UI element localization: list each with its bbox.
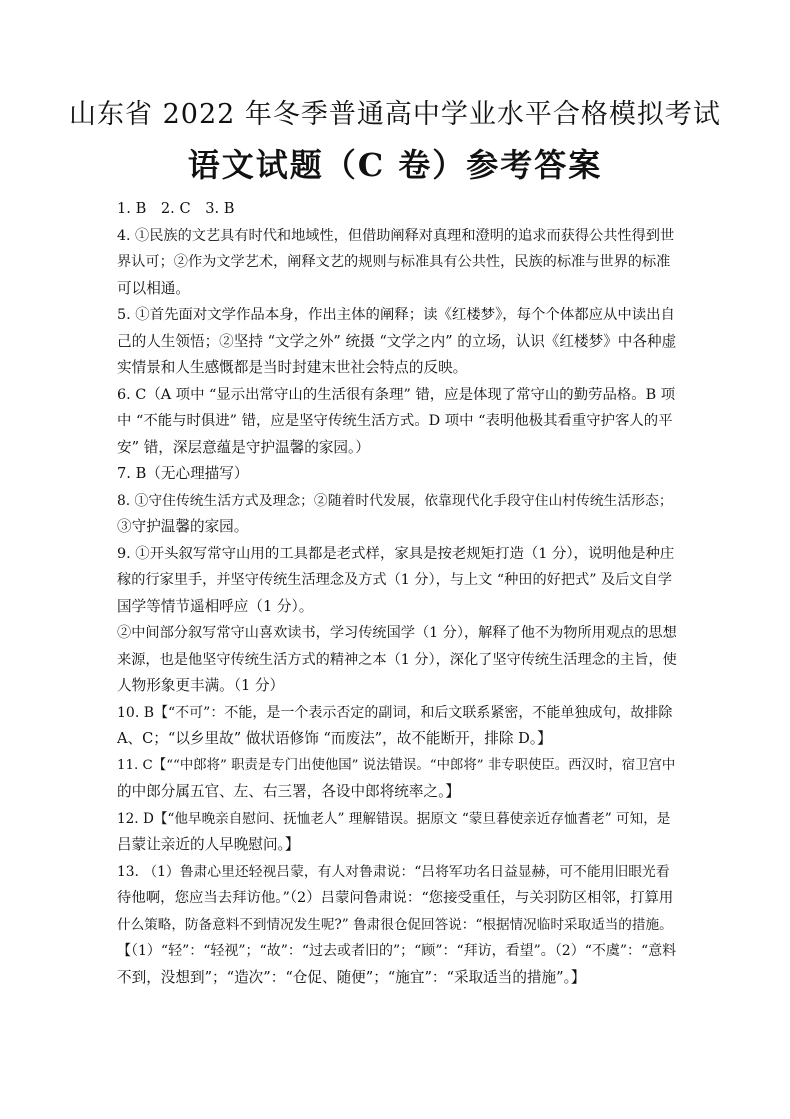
answer-line: A、C；“以乡里故” 做状语修饰 “而废法”，故不能断开，排除 D。】 [117, 730, 552, 747]
answer-line: 6. C（A 项中 “显示出常守山的生活很有条理” 错，应是体现了常守山的勤劳品格。B 项 [117, 386, 676, 403]
answer-line: 的中郎分属五官、左、右三署，各设中郎将统率之。】 [117, 783, 460, 800]
answer-line: 稼的行家里手，并坚守传统生活理念及方式（1 分），与上文 “种田的好把式” 及后文自学 [117, 572, 672, 588]
answer-line: 待他啊，您应当去拜访他。”（2）吕蒙问鲁肃说：“您接受重任，与关羽防区相邻，打算用 [117, 890, 674, 906]
answer-line: 4. ①民族的文艺具有时代和地域性，但借助阐释对真理和澄明的追求而获得公共性得到世 [117, 227, 675, 244]
answer-line: 7. B（无心理描写） [117, 465, 249, 482]
answer-line: 不到，没想到”；“造次”：“仓促、随便”；“施宜”：“采取适当的措施”。】 [117, 968, 586, 986]
answer-line: 来源，也是他坚守传统生活方式的精神之本（1 分），深化了坚守传统生活理念的主旨，使 [117, 651, 677, 668]
exam-title: 山东省 2022 年冬季普通高中学业水平合格模拟考试 [69, 99, 721, 130]
answer-line: 5. ①首先面对文学作品本身，作出主体的阐释；读《红楼梦》，每个个体都应从中读出自 [117, 307, 675, 323]
answer-line: 1. B 2. C 3. B [117, 200, 235, 217]
answer-line: 8. ①守住传统生活方式及理念；②随着时代发展，依靠现代化手段守住山村传统生活形态； [117, 492, 673, 509]
answer-line: 实情景和人生感慨都是当时封建末世社会特点的反映。 [117, 359, 468, 376]
answer-line: 9. ①开头叙写常守山用的工具都是老式样，家具是按老规矩打造（1 分），说明他是种庄 [117, 545, 675, 562]
answer-line: 国学等情节遥相呼应（1 分）。 [117, 597, 314, 615]
answer-body [117, 196, 677, 991]
answer-line: 界认可；②作为文学艺术，阐释文艺的规则与标准具有公共性，民族的标准与世界的标准 [117, 254, 671, 270]
answer-line: 11. C【““中郎将” 职责是专门出使他国” 说法错误。“中郎将” 非专职使臣。西汉时，宿卫宫中 [117, 757, 676, 773]
answer-line: 什么策略，防备意料不到情况发生呢?” 鲁肃很仓促回答说：“根据情况临时采取适当的措施。 [117, 916, 673, 933]
answer-line: 12. D【“他早晚亲自慰问、抚恤老人” 理解错误。据原文 “蒙旦暮使亲近存恤耆老” 可知，是 [117, 810, 671, 827]
answer-line: 【（1）“轻”：“轻视”；“故”：“过去或者旧的”；“顾”：“拜访，看望”。（2）“不虞”：“意料 [117, 943, 677, 959]
answer-line: 可以相通。 [117, 279, 190, 297]
answer-key-title: 语文试题（C 卷）参考答案 [187, 146, 603, 184]
answer-line: 10. B【“不可”：不能，是一个表示否定的副词，和后文联系紧密，不能单独成句，故排除 [117, 704, 673, 721]
answer-line: 中 “不能与时俱进” 错，应是坚守传统生活方式。D 项中 “表明他极其看重守护客人的平 [117, 413, 673, 429]
answer-line: 安” 错，深层意蕴是守护温馨的家园。） [117, 438, 370, 456]
answer-line: 人物形象更丰满。（1 分） [117, 677, 285, 694]
answer-line: ③守护温馨的家园。 [117, 518, 249, 535]
answer-line: 己的人生领悟；②坚持 “文学之外” 统摄 “文学之内” 的立场，认识《红楼梦》中各种虚 [117, 332, 677, 350]
answer-line: 13. （1）鲁肃心里还轻视吕蒙，有人对鲁肃说：“吕将军功名日益显赫，可不能用旧眼光看 [117, 863, 670, 880]
answer-line: 吕蒙让亲近的人早晚慰问。】 [117, 836, 300, 853]
answer-line: ②中间部分叙写常守山喜欢读书，学习传统国学（1 分），解释了他不为物所用观点的思想 [117, 625, 677, 641]
